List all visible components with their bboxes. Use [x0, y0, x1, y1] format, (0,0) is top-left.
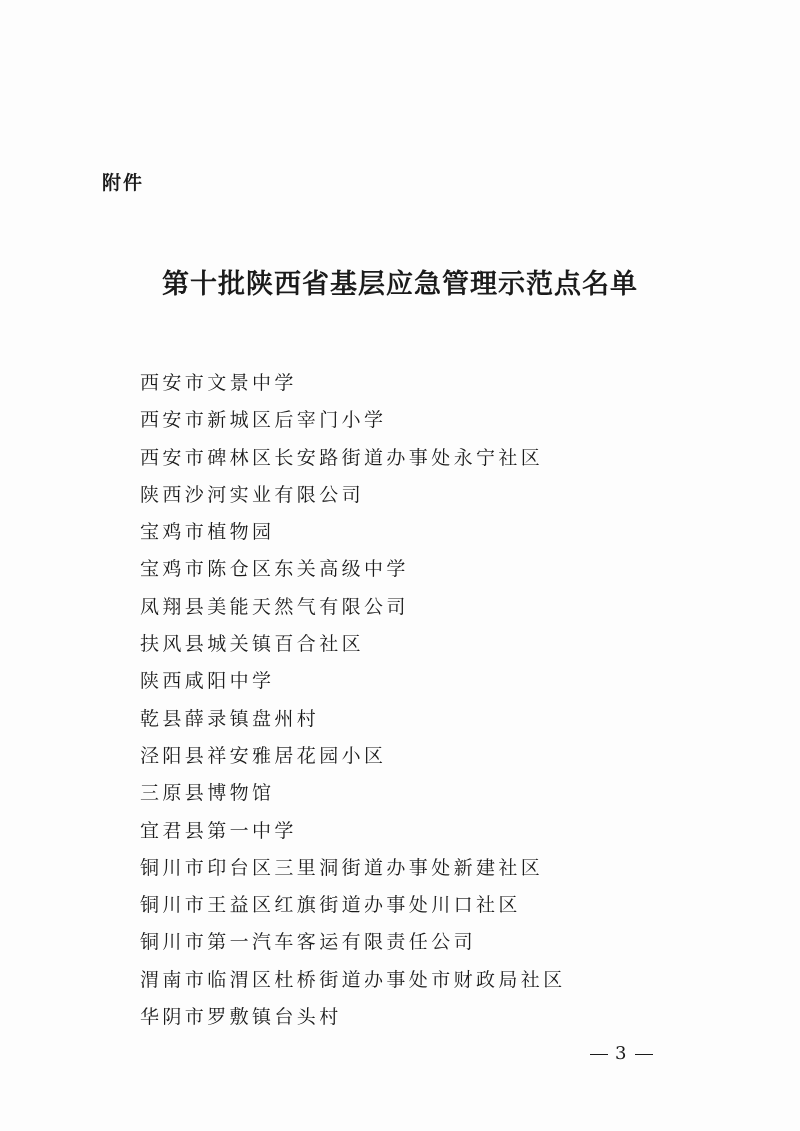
entry-list — [140, 365, 566, 1036]
page-number-dash-right — [635, 1054, 653, 1055]
document-title: 第十批陕西省基层应急管理示范点名单 — [162, 269, 638, 300]
list-item: 西安市碑林区长安路街道办事处永宁社区 — [140, 446, 544, 469]
page-number-value: 3 — [615, 1043, 629, 1064]
list-item: 铜川市第一汽车客运有限责任公司 — [140, 931, 477, 954]
list-item: 西安市文景中学 — [140, 372, 297, 394]
list-item: 泾阳县祥安雅居花园小区 — [140, 744, 387, 767]
list-item: 西安市新城区后宰门小学 — [140, 409, 387, 432]
list-item: 凤翔县美能天然气有限公司 — [140, 595, 409, 618]
list-item: 宜君县第一中学 — [140, 819, 297, 842]
list-item: 扶风县城关镇百合社区 — [140, 633, 365, 656]
list-item: 陕西咸阳中学 — [140, 670, 275, 693]
page-number-dash-left — [590, 1054, 608, 1055]
list-item: 华阴市罗敷镇台头村 — [140, 1006, 342, 1029]
list-item: 陕西沙河实业有限公司 — [140, 483, 365, 506]
list-item: 宝鸡市植物园 — [140, 521, 275, 544]
list-item: 铜川市印台区三里洞街道办事处新建社区 — [140, 856, 544, 879]
list-item: 铜川市王益区红旗街道办事处川口社区 — [140, 894, 521, 917]
list-item: 乾县薛录镇盘州村 — [140, 707, 320, 730]
list-item: 宝鸡市陈仓区东关高级中学 — [140, 558, 409, 581]
list-item: 三原县博物馆 — [140, 782, 275, 805]
list-item: 渭南市临渭区杜桥街道办事处市财政局社区 — [140, 968, 566, 991]
page-number — [590, 1043, 653, 1064]
attachment-label: 附件 — [102, 172, 145, 194]
